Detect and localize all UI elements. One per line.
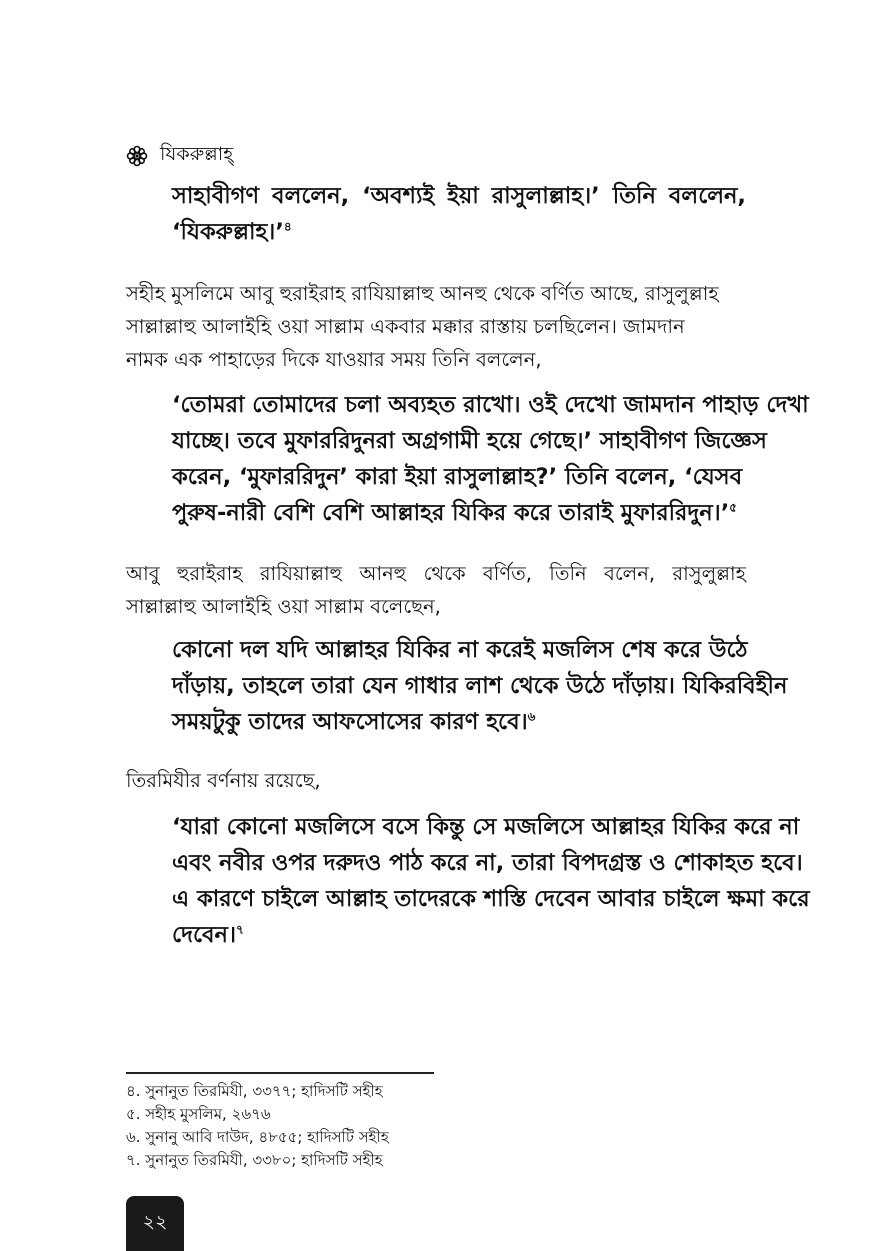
footnote-divider: [126, 1072, 434, 1074]
flower-ornament-icon: [126, 145, 148, 167]
quote-paragraph: [172, 387, 809, 531]
footnotes: [126, 1080, 389, 1172]
footnote-item: ৭. সুনানুত তিরমিযী, ৩৩৮০; হাদিসটি সহীহ: [126, 1151, 383, 1169]
text-line: সাহাবীগণ বললেন, ‘অবশ্যই ইয়া রাসুলাল্লাহ।’ তিনি বললেন,: [172, 183, 746, 209]
text-line: নামক এক পাহাড়ের দিকে যাওয়ার সময় তিনি বললেন,: [126, 348, 542, 371]
footnote-ref: ৫: [729, 500, 738, 515]
text-line: এ কারণে চাইলে আল্লাহ তাদেরকে শাস্তি দেবেন আবার চাইলে ক্ষমা করে: [172, 886, 810, 912]
text-line: যাচ্ছে। তবে মুফাররিদুনরা অগ্রগামী হয়ে গেছে।’ সাহাবীগণ জিজ্ঞেস: [172, 428, 767, 454]
page-header: [126, 140, 233, 172]
text-line: করেন, ‘মুফাররিদুন’ কারা ইয়া রাসুলাল্লাহ?’ তিনি বলেন, ‘যেসব: [172, 464, 743, 490]
body-paragraph: [126, 764, 321, 797]
footnote-ref: ৪: [283, 219, 292, 234]
text-line: ‘যিকরুল্লাহ।’$^৪$: [172, 219, 292, 245]
text-line: সময়টুকু তাদের আফসোসের কারণ হবে।$^৬$: [172, 709, 536, 735]
text-line: তিরমিযীর বর্ণনায় রয়েছে,: [126, 769, 321, 792]
text-line: সাল্লাল্লাহু আলাইহি ওয়া সাল্লাম বলেছেন,: [126, 595, 441, 618]
text-line: দাঁড়ায়, তাহলে তারা যেন গাধার লাশ থেকে উঠে দাঁড়ায়। যিকিরবিহীন: [172, 673, 788, 699]
footnote-item: ৪. সুনানুত তিরমিযী, ৩৩৭৭; হাদিসটি সহীহ: [126, 1082, 383, 1100]
body-paragraph: [126, 277, 719, 376]
page-number-tab: [126, 1196, 184, 1251]
page-number: ২২: [142, 1211, 168, 1233]
quote-paragraph: [172, 809, 810, 953]
text-line: ‘যারা কোনো মজলিসে বসে কিন্তু সে মজলিসে আল্লাহর যিকির করে না: [172, 814, 800, 840]
text-line: দেবেন।$^৭$: [172, 922, 244, 948]
footnote-ref: ৬: [527, 709, 536, 724]
text-line: আবু হুরাইরাহ রাযিয়াল্লাহু আনহু থেকে বর্ণিত, তিনি বলেন, রাসুলুল্লাহ: [126, 562, 746, 585]
text-line: কোনো দল যদি আল্লাহর যিকির না করেই মজলিস শেষ করে উঠে: [172, 637, 748, 663]
chapter-title: যিকরুল্লাহ্: [160, 143, 234, 165]
footnote-item: ৫. সহীহ মুসলিম, ২৬৭৬: [126, 1105, 271, 1123]
text-line: সাল্লাল্লাহু আলাইহি ওয়া সাল্লাম একবার মক্কার রাস্তায় চলছিলেন। জামদান: [126, 315, 685, 338]
footnote-ref: ৭: [236, 922, 244, 937]
text-line: ‘তোমরা তোমাদের চলা অব্যহত রাখো। ওই দেখো জামদান পাহাড় দেখা: [172, 392, 809, 418]
footnote-item: ৬. সুনানু আবি দাউদ, ৪৮৫৫; হাদিসটি সহীহ: [126, 1128, 389, 1146]
quote-paragraph: [172, 178, 746, 250]
text-line: এবং নবীর ওপর দরুদও পাঠ করে না, তারা বিপদগ্রস্ত ও শোকাহত হবে।: [172, 850, 803, 876]
text-line: পুরুষ-নারী বেশি বেশি আল্লাহর যিকির করে তারাই মুফাররিদুন।’$^৫$: [172, 500, 738, 526]
quote-paragraph: [172, 632, 787, 740]
body-paragraph: [126, 557, 746, 623]
text-line: সহীহ মুসলিমে আবু হুরাইরাহ রাযিয়াল্লাহু আনহু থেকে বর্ণিত আছে, রাসুলুল্লাহ: [126, 282, 719, 305]
